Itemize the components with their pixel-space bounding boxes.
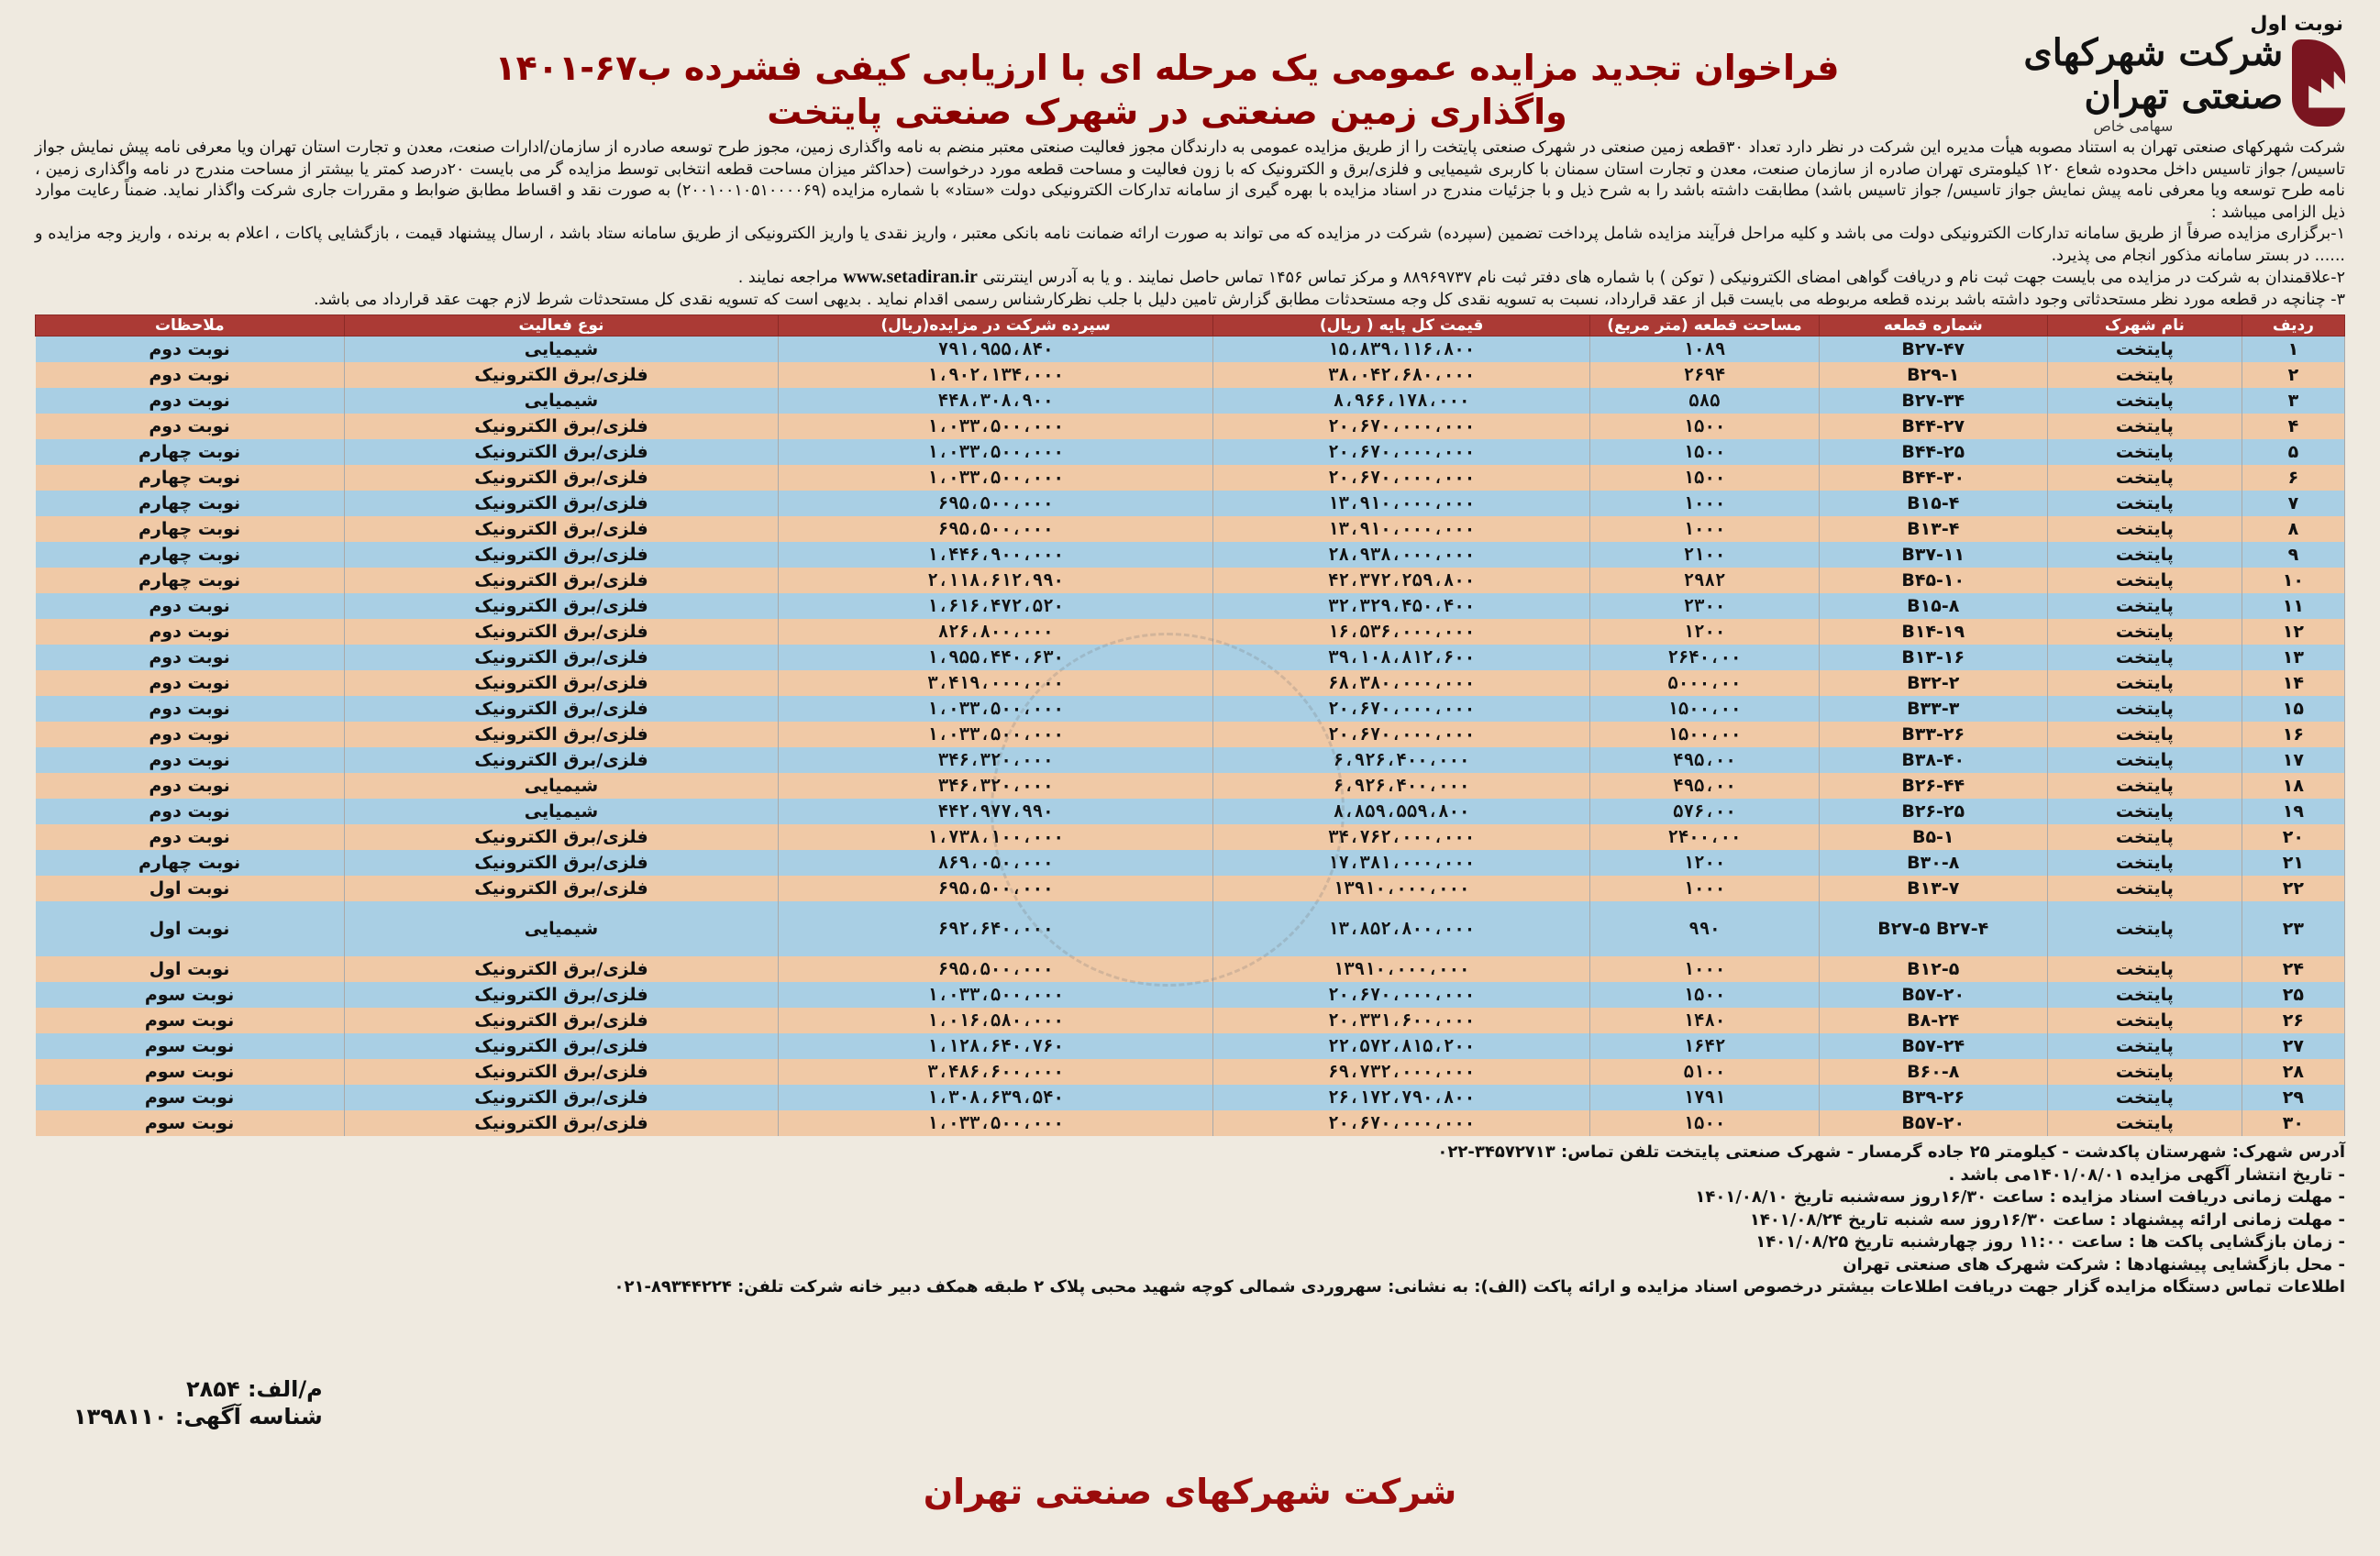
cell-town-name: پایتخت bbox=[2047, 670, 2242, 696]
cell-activity-type: فلزی/برق الکترونیک bbox=[344, 491, 779, 516]
cell-base-price: ۶۸،۳۸۰،۰۰۰،۰۰۰ bbox=[1212, 670, 1589, 696]
table-row bbox=[36, 1033, 2345, 1059]
table-row bbox=[36, 982, 2345, 1008]
cell-remarks: نوبت سوم bbox=[36, 1008, 345, 1033]
cell-town-name: پایتخت bbox=[2047, 491, 2242, 516]
cell-base-price: ۸،۹۶۶،۱۷۸،۰۰۰ bbox=[1212, 388, 1589, 414]
cell-plot-number: B۲۶-۲۵ bbox=[1819, 799, 2047, 824]
cell-activity-type: فلزی/برق الکترونیک bbox=[344, 982, 779, 1008]
cell-base-price: ۴۲،۳۷۲،۲۵۹،۸۰۰ bbox=[1212, 568, 1589, 593]
cell-deposit: ۴۴۸،۳۰۸،۹۰۰ bbox=[779, 388, 1213, 414]
cell-remarks: نوبت دوم bbox=[36, 593, 345, 619]
cell-deposit: ۱،۴۴۶،۹۰۰،۰۰۰ bbox=[779, 542, 1213, 568]
header bbox=[35, 9, 2345, 138]
cell-base-price: ۲۶،۱۷۲،۷۹۰،۸۰۰ bbox=[1212, 1085, 1589, 1110]
cell-plot-area: ۴۹۵،۰۰ bbox=[1590, 773, 1819, 799]
cell-base-price: ۱۳،۹۱۰،۰۰۰،۰۰۰ bbox=[1212, 491, 1589, 516]
cell-activity-type: فلزی/برق الکترونیک bbox=[344, 670, 779, 696]
table-header-cell: شماره قطعه bbox=[1819, 315, 2047, 337]
cell-plot-number: B۱۲-۵ bbox=[1819, 956, 2047, 982]
cell-row-number: ۱۲ bbox=[2242, 619, 2344, 645]
cell-row-number: ۲۵ bbox=[2242, 982, 2344, 1008]
cell-base-price: ۱۳،۸۵۲،۸۰۰،۰۰۰ bbox=[1212, 901, 1589, 956]
cell-row-number: ۳۰ bbox=[2242, 1110, 2344, 1136]
cell-remarks: نوبت دوم bbox=[36, 388, 345, 414]
setadiran-link[interactable]: www.setadiran.ir bbox=[843, 267, 978, 287]
cell-row-number: ۲۹ bbox=[2242, 1085, 2344, 1110]
cell-plot-area: ۲۱۰۰ bbox=[1590, 542, 1819, 568]
cell-deposit: ۱،۰۳۳،۵۰۰،۰۰۰ bbox=[779, 1110, 1213, 1136]
cell-deposit: ۱،۰۳۳،۵۰۰،۰۰۰ bbox=[779, 465, 1213, 491]
cell-remarks: نوبت دوم bbox=[36, 773, 345, 799]
cell-remarks: نوبت سوم bbox=[36, 1110, 345, 1136]
cell-plot-area: ۱۰۰۰ bbox=[1590, 876, 1819, 901]
cell-row-number: ۱۹ bbox=[2242, 799, 2344, 824]
cell-town-name: پایتخت bbox=[2047, 850, 2242, 876]
cell-plot-area: ۴۹۵،۰۰ bbox=[1590, 747, 1819, 773]
cell-plot-number: B۳۹-۲۶ bbox=[1819, 1085, 2047, 1110]
cell-town-name: پایتخت bbox=[2047, 414, 2242, 439]
cell-base-price: ۱۵،۸۳۹،۱۱۶،۸۰۰ bbox=[1212, 337, 1589, 363]
cell-plot-number: B۳۰-۸ bbox=[1819, 850, 2047, 876]
cell-town-name: پایتخت bbox=[2047, 593, 2242, 619]
footer-line: آدرس شهرک: شهرستان پاکدشت - کیلومتر ۲۵ جاده گرمسار - شهرک صنعتی پایتخت تلفن تماس: ۳۴۵۷۲۷۱۳-۰۲۲ bbox=[1437, 1142, 2345, 1162]
cell-deposit: ۱،۳۰۸،۶۳۹،۵۴۰ bbox=[779, 1085, 1213, 1110]
cell-plot-number: B۸-۲۴ bbox=[1819, 1008, 2047, 1033]
table-row bbox=[36, 414, 2345, 439]
cell-activity-type: فلزی/برق الکترونیک bbox=[344, 1085, 779, 1110]
cell-activity-type: فلزی/برق الکترونیک bbox=[344, 439, 779, 465]
table-row bbox=[36, 337, 2345, 363]
cell-plot-area: ۱۵۰۰،۰۰ bbox=[1590, 722, 1819, 747]
table-row bbox=[36, 439, 2345, 465]
footer-line: - زمان بازگشایی پاکت ها : ساعت ۱۱:۰۰ روز چهارشنبه تاریخ ۱۴۰۱/۰۸/۲۵ bbox=[1755, 1232, 2345, 1252]
cell-base-price: ۲۰،۶۷۰،۰۰۰،۰۰۰ bbox=[1212, 414, 1589, 439]
cell-remarks: نوبت اول bbox=[36, 901, 345, 956]
intro-paragraph: شرکت شهرکهای صنعتی تهران به استناد مصوبه هیأت مدیره این شرکت در نظر دارد تعداد ۳۰قطعه زمین صنعتی در شهرک صنعتی پایتخت را از طریق مزایده عمومی به دارندگان مجوز فعالیت صنعتی معتبر منضم به نامه واگذاری زمین، مجوز طرح توسعه صادره از سازمان/ادارات صنعت، معدن و تجارت استان تهران ویا معرفی نامه پیش نمایش جواز تاسیس/ جواز تاسیس داخل محدوده شعاع ۱۲۰ کیلومتری تهران صادره از سازمان صنعت، معدن و تجارت استان سمنان با کاربری شیمیایی و فلزی/برق و الکترونیک که با زون فعالیت و مساحت قطعه مورد درخواست (حداکثر میزان مساحت قطعه انتخابی توسط مزایده گر می بایست ۲۰درصد کمتر یا بیشتر از مساحت مندرج در نامه واگذاری زمین ، نامه طرح توسعه ویا معرفی نامه پیش نمایش جواز تاسیس/ جواز تاسیس باشد) مطابقت داشته باشد را به شرح ذیل و با جزئیات مندرج در اسناد مزایده با بهره گیری از سامانه تدارکات الکترونیکی دولت «ستاد» با شماره مزایده (۲۰۰۱۰۰۱۰۵۱۰۰۰۰۶۹) به صورت نقد و اقساط مطابق ضوابط و مقررات جاری شرکت واگذار نماید. ضمناً رعایت موارد ذیل الزامی میباشد : bbox=[35, 138, 2345, 222]
title-line-2: واگذاری زمین صنعتی در شهرک صنعتی پایتخت bbox=[767, 92, 1567, 132]
cell-town-name: پایتخت bbox=[2047, 773, 2242, 799]
cell-base-price: ۲۰،۶۷۰،۰۰۰،۰۰۰ bbox=[1212, 465, 1589, 491]
cell-plot-number: B۱۳-۷ bbox=[1819, 876, 2047, 901]
cell-base-price: ۲۰،۶۷۰،۰۰۰،۰۰۰ bbox=[1212, 982, 1589, 1008]
cell-plot-area: ۱۵۰۰ bbox=[1590, 414, 1819, 439]
cell-activity-type: شیمیایی bbox=[344, 388, 779, 414]
intro-item-1: ۱-برگزاری مزایده صرفاً از طریق سامانه تدارکات الکترونیکی دولت می باشد و کلیه مراحل فرآیند مزایده شامل پرداخت تضمین (سپرده) شرکت در مزایده که می تواند به صورت ارائه ضمانت نامه بانکی معتبر ، واریز نقدی یا واریز الکترونیکی از طریق سامانه ستاد باشد ، ارسال پیشنهاد قیمت ، بازگشایی پاکات ، اعلام به برنده ، واریز وجه مزایده و ...... در بستر سامانه مذکور انجام می پذیرد. bbox=[35, 225, 2345, 265]
table-row bbox=[36, 465, 2345, 491]
cell-plot-number: B۲۷-۵ B۲۷-۴ bbox=[1819, 901, 2047, 956]
cell-row-number: ۱۴ bbox=[2242, 670, 2344, 696]
cell-deposit: ۴۴۲،۹۷۷،۹۹۰ bbox=[779, 799, 1213, 824]
cell-plot-area: ۲۶۴۰،۰۰ bbox=[1590, 645, 1819, 670]
table-header-row bbox=[36, 315, 2345, 337]
cell-plot-area: ۱۵۰۰ bbox=[1590, 982, 1819, 1008]
table-row bbox=[36, 1059, 2345, 1085]
cell-plot-number: B۶۰-۸ bbox=[1819, 1059, 2047, 1085]
cell-plot-number: B۱۵-۸ bbox=[1819, 593, 2047, 619]
watermark-seal-icon bbox=[991, 633, 1345, 987]
cell-town-name: پایتخت bbox=[2047, 388, 2242, 414]
cell-base-price: ۱۳۹۱۰،۰۰۰،۰۰۰ bbox=[1212, 956, 1589, 982]
cell-base-price: ۶،۹۲۶،۴۰۰،۰۰۰ bbox=[1212, 773, 1589, 799]
cell-base-price: ۱۶،۵۳۶،۰۰۰،۰۰۰ bbox=[1212, 619, 1589, 645]
cell-activity-type: فلزی/برق الکترونیک bbox=[344, 593, 779, 619]
cell-plot-area: ۵۰۰۰،۰۰ bbox=[1590, 670, 1819, 696]
cell-remarks: نوبت دوم bbox=[36, 799, 345, 824]
table-row bbox=[36, 388, 2345, 414]
cell-row-number: ۲۲ bbox=[2242, 876, 2344, 901]
cell-plot-number: B۵۷-۲۰ bbox=[1819, 982, 2047, 1008]
cell-base-price: ۲۰،۳۳۱،۶۰۰،۰۰۰ bbox=[1212, 1008, 1589, 1033]
cell-remarks: نوبت چهارم bbox=[36, 491, 345, 516]
cell-deposit: ۱،۰۳۳،۵۰۰،۰۰۰ bbox=[779, 722, 1213, 747]
cell-row-number: ۲۰ bbox=[2242, 824, 2344, 850]
cell-remarks: نوبت چهارم bbox=[36, 850, 345, 876]
cell-deposit: ۶۹۵،۵۰۰،۰۰۰ bbox=[779, 876, 1213, 901]
cell-remarks: نوبت دوم bbox=[36, 722, 345, 747]
cell-base-price: ۳۴،۷۶۲،۰۰۰،۰۰۰ bbox=[1212, 824, 1589, 850]
cell-remarks: نوبت دوم bbox=[36, 747, 345, 773]
cell-town-name: پایتخت bbox=[2047, 465, 2242, 491]
cell-activity-type: فلزی/برق الکترونیک bbox=[344, 1110, 779, 1136]
cell-town-name: پایتخت bbox=[2047, 1033, 2242, 1059]
cell-remarks: نوبت چهارم bbox=[36, 568, 345, 593]
table-row bbox=[36, 593, 2345, 619]
cell-plot-area: ۱۵۰۰ bbox=[1590, 1110, 1819, 1136]
cell-base-price: ۲۰،۶۷۰،۰۰۰،۰۰۰ bbox=[1212, 439, 1589, 465]
cell-deposit: ۱،۱۲۸،۶۴۰،۷۶۰ bbox=[779, 1033, 1213, 1059]
cell-deposit: ۱،۰۱۶،۵۸۰،۰۰۰ bbox=[779, 1008, 1213, 1033]
cell-base-price: ۲۰،۶۷۰،۰۰۰،۰۰۰ bbox=[1212, 722, 1589, 747]
cell-activity-type: فلزی/برق الکترونیک bbox=[344, 414, 779, 439]
cell-activity-type: فلزی/برق الکترونیک bbox=[344, 850, 779, 876]
footer-line: - مهلت زمانی ارائه پیشنهاد : ساعت ۱۶/۳۰روز سه شنبه تاریخ ۱۴۰۱/۰۸/۲۴ bbox=[1749, 1209, 2345, 1230]
cell-plot-area: ۲۴۰۰،۰۰ bbox=[1590, 824, 1819, 850]
table-header-cell: ملاحظات bbox=[36, 315, 345, 337]
cell-plot-area: ۲۶۹۴ bbox=[1590, 362, 1819, 388]
cell-activity-type: فلزی/برق الکترونیک bbox=[344, 465, 779, 491]
cell-plot-area: ۹۹۰ bbox=[1590, 901, 1819, 956]
cell-town-name: پایتخت bbox=[2047, 876, 2242, 901]
cell-row-number: ۲۸ bbox=[2242, 1059, 2344, 1085]
cell-plot-number: B۳۸-۴۰ bbox=[1819, 747, 2047, 773]
cell-deposit: ۱،۹۵۵،۴۴۰،۶۳۰ bbox=[779, 645, 1213, 670]
cell-deposit: ۳۴۶،۳۲۰،۰۰۰ bbox=[779, 747, 1213, 773]
cell-activity-type: فلزی/برق الکترونیک bbox=[344, 516, 779, 542]
cell-plot-number: B۵-۱ bbox=[1819, 824, 2047, 850]
cell-remarks: نوبت دوم bbox=[36, 645, 345, 670]
cell-deposit: ۶۹۲،۶۴۰،۰۰۰ bbox=[779, 901, 1213, 956]
cell-row-number: ۲۷ bbox=[2242, 1033, 2344, 1059]
cell-remarks: نوبت دوم bbox=[36, 619, 345, 645]
cell-remarks: نوبت چهارم bbox=[36, 516, 345, 542]
cell-remarks: نوبت سوم bbox=[36, 1085, 345, 1110]
cell-remarks: نوبت دوم bbox=[36, 670, 345, 696]
cell-plot-number: B۳۷-۱۱ bbox=[1819, 542, 2047, 568]
cell-plot-number: B۳۲-۲ bbox=[1819, 670, 2047, 696]
intro-item-3: ۳- چنانچه در قطعه مورد نظر مستحدثاتی وجود داشته باشد برنده قطعه مربوطه می بایست قبل از عقد قرارداد، نسبت به تسویه نقدی کل وجه مستحدثات مطابق گزارش تامین دلیل با جلب نظرکارشناس رسمی اقدام نماید . بدیهی است که تسویه نقدی کل مستحدثات شرط لازم جهت عقد قرارداد می باشد. bbox=[313, 290, 2345, 309]
table-row bbox=[36, 1085, 2345, 1110]
cell-deposit: ۱،۷۳۸،۱۰۰،۰۰۰ bbox=[779, 824, 1213, 850]
logo-name: شرکت شهرکهای صنعتی تهران bbox=[2023, 30, 2284, 117]
cell-town-name: پایتخت bbox=[2047, 956, 2242, 982]
cell-activity-type: فلزی/برق الکترونیک bbox=[344, 876, 779, 901]
cell-plot-area: ۵۷۶،۰۰ bbox=[1590, 799, 1819, 824]
cell-town-name: پایتخت bbox=[2047, 362, 2242, 388]
cell-activity-type: شیمیایی bbox=[344, 901, 779, 956]
ad-code bbox=[73, 1375, 323, 1430]
cell-plot-number: B۱۳-۱۶ bbox=[1819, 645, 2047, 670]
cell-remarks: نوبت چهارم bbox=[36, 439, 345, 465]
table-header-cell: نوع فعالیت bbox=[344, 315, 779, 337]
cell-row-number: ۵ bbox=[2242, 439, 2344, 465]
cell-plot-area: ۱۷۹۱ bbox=[1590, 1085, 1819, 1110]
cell-base-price: ۱۳۹۱۰،۰۰۰،۰۰۰ bbox=[1212, 876, 1589, 901]
cell-base-price: ۲۸،۹۳۸،۰۰۰،۰۰۰ bbox=[1212, 542, 1589, 568]
cell-remarks: نوبت سوم bbox=[36, 1059, 345, 1085]
cell-remarks: نوبت اول bbox=[36, 876, 345, 901]
cell-base-price: ۱۷،۳۸۱،۰۰۰،۰۰۰ bbox=[1212, 850, 1589, 876]
cell-deposit: ۱،۶۱۶،۴۷۲،۵۲۰ bbox=[779, 593, 1213, 619]
cell-plot-area: ۱۶۴۲ bbox=[1590, 1033, 1819, 1059]
cell-deposit: ۶۹۵،۵۰۰،۰۰۰ bbox=[779, 956, 1213, 982]
cell-plot-number: B۴۴-۲۷ bbox=[1819, 414, 2047, 439]
cell-row-number: ۱۶ bbox=[2242, 722, 2344, 747]
cell-plot-area: ۱۰۰۰ bbox=[1590, 491, 1819, 516]
cell-deposit: ۱،۰۳۳،۵۰۰،۰۰۰ bbox=[779, 414, 1213, 439]
table-row bbox=[36, 542, 2345, 568]
signature: شرکت شهرکهای صنعتی تهران bbox=[923, 1472, 1457, 1512]
cell-activity-type: فلزی/برق الکترونیک bbox=[344, 722, 779, 747]
cell-town-name: پایتخت bbox=[2047, 799, 2242, 824]
table-header-cell: ردیف bbox=[2242, 315, 2344, 337]
footer-line: - تاریخ انتشار آگهی مزایده ۱۴۰۱/۰۸/۰۱می باشد . bbox=[1948, 1164, 2345, 1185]
cell-activity-type: فلزی/برق الکترونیک bbox=[344, 1059, 779, 1085]
cell-activity-type: فلزی/برق الکترونیک bbox=[344, 542, 779, 568]
ad-code-line-2: شناسه آگهی: ۱۳۹۸۱۱۰ bbox=[73, 1404, 323, 1429]
cell-row-number: ۲۱ bbox=[2242, 850, 2344, 876]
footer-line: اطلاعات تماس دستگاه مزایده گزار جهت دریافت اطلاعات بیشتر درخصوص اسناد مزایده و ارائه پاکت (الف): به نشانی: سهروردی شمالی کوچه شهید محبی پلاک ۲ طبقه همکف دبیر خانه شرکت تلفن: ۸۹۳۴۴۲۲۴-۰۲۱ bbox=[614, 1277, 2345, 1297]
cell-row-number: ۷ bbox=[2242, 491, 2344, 516]
cell-plot-area: ۱۰۰۰ bbox=[1590, 956, 1819, 982]
table-row bbox=[36, 362, 2345, 388]
cell-remarks: نوبت دوم bbox=[36, 696, 345, 722]
table-row bbox=[36, 1110, 2345, 1136]
cell-deposit: ۳۴۶،۳۲۰،۰۰۰ bbox=[779, 773, 1213, 799]
cell-base-price: ۳۲،۳۲۹،۴۵۰،۴۰۰ bbox=[1212, 593, 1589, 619]
cell-plot-number: B۲۹-۱ bbox=[1819, 362, 2047, 388]
cell-remarks: نوبت سوم bbox=[36, 982, 345, 1008]
cell-remarks: نوبت اول bbox=[36, 956, 345, 982]
iran-map-icon bbox=[2292, 39, 2345, 127]
cell-plot-number: B۵۷-۲۴ bbox=[1819, 1033, 2047, 1059]
cell-remarks: نوبت چهارم bbox=[36, 465, 345, 491]
cell-plot-number: B۴۴-۲۵ bbox=[1819, 439, 2047, 465]
cell-base-price: ۶،۹۲۶،۴۰۰،۰۰۰ bbox=[1212, 747, 1589, 773]
cell-plot-number: B۳۳-۳ bbox=[1819, 696, 2047, 722]
cell-row-number: ۶ bbox=[2242, 465, 2344, 491]
cell-base-price: ۳۹،۱۰۸،۸۱۲،۶۰۰ bbox=[1212, 645, 1589, 670]
cell-deposit: ۱،۰۳۳،۵۰۰،۰۰۰ bbox=[779, 696, 1213, 722]
cell-plot-number: B۴۴-۳۰ bbox=[1819, 465, 2047, 491]
cell-plot-area: ۱۴۸۰ bbox=[1590, 1008, 1819, 1033]
cell-plot-area: ۱۰۸۹ bbox=[1590, 337, 1819, 363]
cell-activity-type: فلزی/برق الکترونیک bbox=[344, 619, 779, 645]
cell-activity-type: فلزی/برق الکترونیک bbox=[344, 747, 779, 773]
table-header-cell: نام شهرک bbox=[2047, 315, 2242, 337]
cell-base-price: ۳۸،۰۴۲،۶۸۰،۰۰۰ bbox=[1212, 362, 1589, 388]
cell-row-number: ۱ bbox=[2242, 337, 2344, 363]
cell-base-price: ۸،۸۵۹،۵۵۹،۸۰۰ bbox=[1212, 799, 1589, 824]
cell-plot-number: B۴۵-۱۰ bbox=[1819, 568, 2047, 593]
cell-base-price: ۱۳،۹۱۰،۰۰۰،۰۰۰ bbox=[1212, 516, 1589, 542]
intro-item-2: ۲-علاقمندان به شرکت در مزایده می بایست جهت ثبت نام و دریافت گواهی امضای الکترونیکی ( توکن ) با شماره های دفتر ثبت نام ۸۸۹۶۹۷۳۷ و مرکز تماس ۱۴۵۶ تماس حاصل نمایند . و یا به آدرس اینترنتی www.setadiran.ir مراجعه نمایند . bbox=[737, 267, 2345, 287]
cell-activity-type: شیمیایی bbox=[344, 337, 779, 363]
cell-town-name: پایتخت bbox=[2047, 1085, 2242, 1110]
ad-code-line-1: م/الف: ۲۸۵۴ bbox=[186, 1376, 323, 1402]
cell-town-name: پایتخت bbox=[2047, 1110, 2242, 1136]
cell-activity-type: شیمیایی bbox=[344, 773, 779, 799]
cell-plot-number: B۱۳-۴ bbox=[1819, 516, 2047, 542]
table-row bbox=[36, 491, 2345, 516]
cell-plot-area: ۱۲۰۰ bbox=[1590, 619, 1819, 645]
cell-town-name: پایتخت bbox=[2047, 337, 2242, 363]
footer-info bbox=[35, 1142, 2345, 1299]
cell-town-name: پایتخت bbox=[2047, 1059, 2242, 1085]
cell-activity-type: فلزی/برق الکترونیک bbox=[344, 568, 779, 593]
cell-plot-area: ۱۵۰۰ bbox=[1590, 439, 1819, 465]
cell-plot-number: B۱۴-۱۹ bbox=[1819, 619, 2047, 645]
cell-town-name: پایتخت bbox=[2047, 645, 2242, 670]
cell-activity-type: فلزی/برق الکترونیک bbox=[344, 645, 779, 670]
cell-activity-type: فلزی/برق الکترونیک bbox=[344, 824, 779, 850]
cell-deposit: ۸۶۹،۰۵۰،۰۰۰ bbox=[779, 850, 1213, 876]
cell-base-price: ۲۰،۶۷۰،۰۰۰،۰۰۰ bbox=[1212, 696, 1589, 722]
cell-deposit: ۱،۰۳۳،۵۰۰،۰۰۰ bbox=[779, 982, 1213, 1008]
cell-plot-number: B۲۷-۳۴ bbox=[1819, 388, 2047, 414]
cell-town-name: پایتخت bbox=[2047, 619, 2242, 645]
cell-row-number: ۲۴ bbox=[2242, 956, 2344, 982]
cell-remarks: نوبت سوم bbox=[36, 1033, 345, 1059]
cell-row-number: ۱۱ bbox=[2242, 593, 2344, 619]
cell-plot-area: ۵۱۰۰ bbox=[1590, 1059, 1819, 1085]
cell-plot-number: B۲۶-۴۴ bbox=[1819, 773, 2047, 799]
cell-row-number: ۱۸ bbox=[2242, 773, 2344, 799]
cell-deposit: ۳،۴۸۶،۶۰۰،۰۰۰ bbox=[779, 1059, 1213, 1085]
cell-plot-area: ۲۹۸۲ bbox=[1590, 568, 1819, 593]
cell-row-number: ۱۳ bbox=[2242, 645, 2344, 670]
cell-row-number: ۱۷ bbox=[2242, 747, 2344, 773]
cell-town-name: پایتخت bbox=[2047, 747, 2242, 773]
round-label: نوبت اول bbox=[2250, 13, 2343, 36]
cell-base-price: ۲۲،۵۷۲،۸۱۵،۲۰۰ bbox=[1212, 1033, 1589, 1059]
cell-row-number: ۹ bbox=[2242, 542, 2344, 568]
cell-town-name: پایتخت bbox=[2047, 1008, 2242, 1033]
cell-town-name: پایتخت bbox=[2047, 722, 2242, 747]
cell-row-number: ۲ bbox=[2242, 362, 2344, 388]
cell-deposit: ۷۹۱،۹۵۵،۸۴۰ bbox=[779, 337, 1213, 363]
cell-plot-number: B۲۷-۴۷ bbox=[1819, 337, 2047, 363]
cell-plot-area: ۱۰۰۰ bbox=[1590, 516, 1819, 542]
cell-activity-type: فلزی/برق الکترونیک bbox=[344, 696, 779, 722]
logo-sub: سهامی خاص bbox=[2093, 116, 2174, 135]
intro-text bbox=[35, 138, 2345, 311]
cell-deposit: ۱،۹۰۲،۱۳۴،۰۰۰ bbox=[779, 362, 1213, 388]
cell-row-number: ۲۶ bbox=[2242, 1008, 2344, 1033]
cell-town-name: پایتخت bbox=[2047, 439, 2242, 465]
cell-row-number: ۸ bbox=[2242, 516, 2344, 542]
cell-remarks: نوبت چهارم bbox=[36, 542, 345, 568]
cell-town-name: پایتخت bbox=[2047, 901, 2242, 956]
cell-remarks: نوبت دوم bbox=[36, 362, 345, 388]
cell-plot-number: B۳۳-۲۶ bbox=[1819, 722, 2047, 747]
table-header-cell: مساحت قطعه (متر مربع) bbox=[1590, 315, 1819, 337]
cell-row-number: ۳ bbox=[2242, 388, 2344, 414]
cell-row-number: ۲۳ bbox=[2242, 901, 2344, 956]
cell-town-name: پایتخت bbox=[2047, 542, 2242, 568]
title-line-1: فراخوان تجدید مزایده عمومی یک مرحله ای با ارزیابی کیفی فشرده ب۶۷-۱۴۰۱ bbox=[494, 48, 1840, 88]
cell-remarks: نوبت دوم bbox=[36, 414, 345, 439]
cell-base-price: ۶۹،۷۳۲،۰۰۰،۰۰۰ bbox=[1212, 1059, 1589, 1085]
cell-activity-type: شیمیایی bbox=[344, 799, 779, 824]
title-block bbox=[383, 46, 1951, 134]
table-row bbox=[36, 1008, 2345, 1033]
cell-activity-type: فلزی/برق الکترونیک bbox=[344, 1033, 779, 1059]
cell-deposit: ۲،۱۱۸،۶۱۲،۹۹۰ bbox=[779, 568, 1213, 593]
footer-line: - محل بازگشایی پیشنهادها : شرکت شهرک های صنعتی تهران bbox=[1843, 1254, 2345, 1275]
cell-plot-area: ۲۳۰۰ bbox=[1590, 593, 1819, 619]
cell-deposit: ۶۹۵،۵۰۰،۰۰۰ bbox=[779, 516, 1213, 542]
cell-plot-area: ۱۵۰۰،۰۰ bbox=[1590, 696, 1819, 722]
cell-plot-area: ۵۸۵ bbox=[1590, 388, 1819, 414]
cell-deposit: ۶۹۵،۵۰۰،۰۰۰ bbox=[779, 491, 1213, 516]
table-header-cell: قیمت کل پایه ( ریال) bbox=[1212, 315, 1589, 337]
company-logo bbox=[1997, 30, 2345, 135]
footer-line: - مهلت زمانی دریافت اسناد مزایده : ساعت ۱۶/۳۰روز سه‌شنبه تاریخ ۱۴۰۱/۰۸/۱۰ bbox=[1695, 1187, 2345, 1207]
cell-plot-number: B۱۵-۴ bbox=[1819, 491, 2047, 516]
cell-town-name: پایتخت bbox=[2047, 982, 2242, 1008]
cell-remarks: نوبت دوم bbox=[36, 824, 345, 850]
cell-town-name: پایتخت bbox=[2047, 516, 2242, 542]
cell-deposit: ۸۲۶،۸۰۰،۰۰۰ bbox=[779, 619, 1213, 645]
cell-town-name: پایتخت bbox=[2047, 568, 2242, 593]
cell-row-number: ۱۵ bbox=[2242, 696, 2344, 722]
cell-activity-type: فلزی/برق الکترونیک bbox=[344, 362, 779, 388]
cell-town-name: پایتخت bbox=[2047, 824, 2242, 850]
cell-plot-area: ۱۲۰۰ bbox=[1590, 850, 1819, 876]
table-row bbox=[36, 516, 2345, 542]
table-header-cell: سپرده شرکت در مزایده(ریال) bbox=[779, 315, 1213, 337]
cell-row-number: ۱۰ bbox=[2242, 568, 2344, 593]
cell-base-price: ۲۰،۶۷۰،۰۰۰،۰۰۰ bbox=[1212, 1110, 1589, 1136]
cell-activity-type: فلزی/برق الکترونیک bbox=[344, 956, 779, 982]
cell-remarks: نوبت دوم bbox=[36, 337, 345, 363]
cell-town-name: پایتخت bbox=[2047, 696, 2242, 722]
table-row bbox=[36, 568, 2345, 593]
cell-activity-type: فلزی/برق الکترونیک bbox=[344, 1008, 779, 1033]
cell-deposit: ۳،۴۱۹،۰۰۰،۰۰۰ bbox=[779, 670, 1213, 696]
cell-row-number: ۴ bbox=[2242, 414, 2344, 439]
cell-deposit: ۱،۰۳۳،۵۰۰،۰۰۰ bbox=[779, 439, 1213, 465]
cell-plot-area: ۱۵۰۰ bbox=[1590, 465, 1819, 491]
cell-plot-number: B۵۷-۲۰ bbox=[1819, 1110, 2047, 1136]
